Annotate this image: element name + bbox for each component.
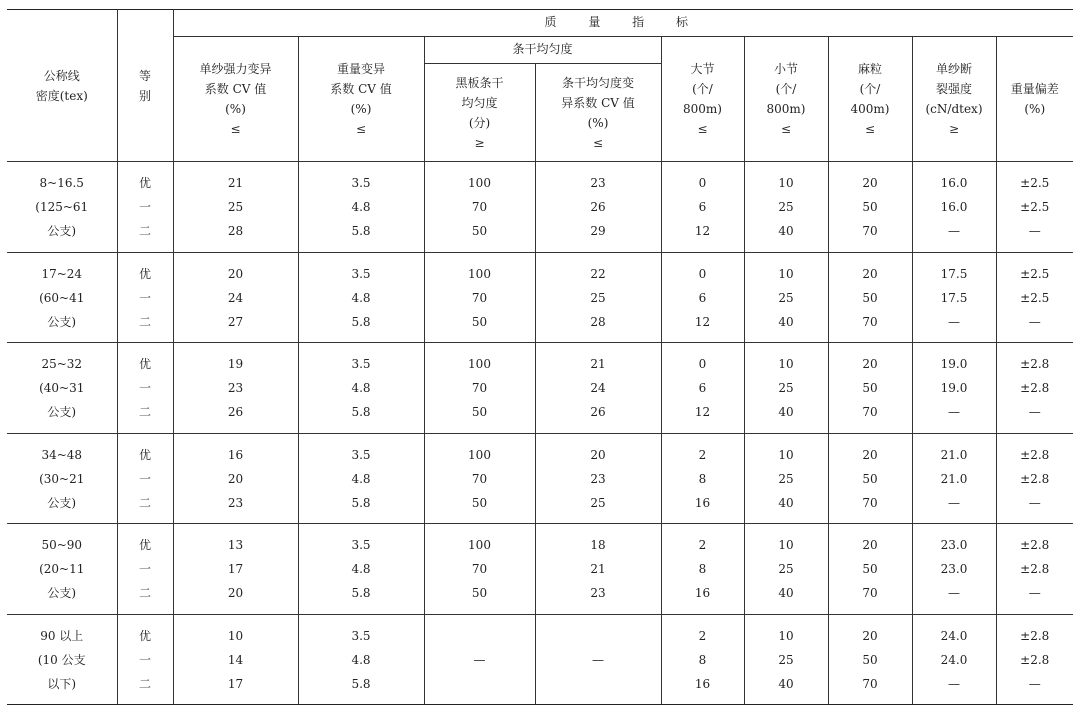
cell-line: 23.0 [940,562,968,576]
cell-line: 21 [590,562,606,576]
weight-deviation-cell [996,253,1073,343]
cell-line: 5.8 [351,405,371,419]
cell-line: 2 [698,447,707,462]
cell-line: 18 [590,538,606,552]
cell-line: 一 [138,652,151,667]
cell-line: 优 [138,538,151,552]
cell-dash: — [473,652,486,667]
cell-line: 20 [590,447,606,462]
nep-cell [828,615,912,705]
cell-line: 10 [778,176,794,190]
cell-line: 10 [227,628,244,643]
cell-line: 100 [468,176,491,190]
cell-line: 0 [698,266,707,281]
cell-line: 23 [590,176,606,190]
cell-line: 25 [590,290,606,305]
cell-dash: — [592,652,604,667]
cell-line: 12 [694,405,711,419]
cell-line: 50 [862,471,878,486]
cell-line: 25 [778,200,794,214]
cell-line: 25 [778,290,794,305]
blackboard-cell [424,434,535,524]
cell-line: — [1028,586,1041,600]
cell-line: 50~90 [41,538,83,552]
cell-line: — [948,224,960,238]
cell-line: 20 [862,176,878,190]
cell-line: 一 [138,562,151,576]
density-cell [7,524,117,615]
cell-line: 21.0 [940,471,968,486]
cell-line: 50 [862,652,878,667]
cell-line: 70 [471,562,488,576]
small-slub-cell [744,434,828,524]
quality-spec-table [7,9,1073,705]
cell-line: 40 [778,224,794,238]
small-slub-cell [744,253,828,343]
cell-line: 6 [698,381,707,395]
evenness-cv-cell [535,615,661,705]
cell-line: 26 [590,200,606,214]
cell-line: 14 [227,652,244,667]
cell-line: 17~24 [41,266,83,281]
cell-line: 21.0 [940,447,968,462]
cell-line: 21 [227,176,244,190]
cell-line: 16 [227,447,244,462]
weight-cv-cell [298,524,424,615]
cell-line: 70 [862,405,878,419]
cell-line: 23 [590,586,606,600]
cell-line: 50 [862,290,878,305]
cell-line: 20 [862,447,878,462]
cell-line: 25 [778,471,794,486]
cell-line: 10 [778,357,794,371]
cell-line: 优 [138,628,151,643]
header-evenness-cv: 条干均匀度变 异系数 CV 值 (%) ≤ [535,64,661,162]
cell-line: 10 [778,628,794,643]
cell-line: 50 [862,200,878,214]
cell-line: 23 [590,471,606,486]
cell-line: 25 [778,381,794,395]
cell-line: 24.0 [940,652,968,667]
cell-line: 3.5 [351,357,371,371]
slub-cell [661,434,744,524]
cell-line: 23.0 [940,538,968,552]
table-row [7,434,1073,524]
cell-line: 公支) [47,224,77,238]
cell-line: (60~41 [39,290,85,305]
cell-line: 70 [471,200,488,214]
cell-line: 13 [227,538,244,552]
cell-line: 优 [138,176,151,190]
cell-line: 25 [590,495,606,510]
header-density: 公称线 密度(tex) [7,10,117,162]
cell-line: 19.0 [940,357,968,371]
density-cell [7,434,117,524]
cell-line: 25 [778,652,794,667]
cell-line: 5.8 [351,586,371,600]
table-row [7,253,1073,343]
blackboard-cell [424,253,535,343]
cell-line: 一 [138,471,151,486]
strength-cv-cell [173,253,298,343]
cell-line: 优 [138,357,151,371]
blackboard-cell [424,343,535,434]
strength-cv-cell [173,524,298,615]
cell-line: 20 [227,266,244,281]
cell-line: 26 [227,405,244,419]
nep-cell [828,524,912,615]
cell-line: 25 [227,200,244,214]
header-slub: 大节 (个/ 800m) ≤ [661,37,744,162]
cell-line: 16 [694,495,711,510]
cell-line: 2 [698,538,707,552]
cell-line: 公支) [47,314,77,329]
cell-line: 0 [698,176,707,190]
grade-cell [117,343,173,434]
cell-line: 0 [698,357,707,371]
cell-line: 二 [138,405,151,419]
cell-line: 17.5 [940,266,968,281]
cell-line: 24 [590,381,606,395]
cell-line: 12 [694,314,711,329]
evenness-cv-cell [535,253,661,343]
cell-line: 50 [471,586,488,600]
header-tenacity: 单纱断 裂强度 (cN/dtex) ≥ [912,37,996,162]
cell-line: 8 [698,652,707,667]
cell-line: 70 [862,314,878,329]
weight-cv-cell [298,615,424,705]
cell-line: — [948,314,960,329]
tenacity-cell [912,162,996,253]
cell-line: 17 [227,562,244,576]
cell-line: — [1028,405,1041,419]
slub-cell [661,162,744,253]
strength-cv-cell [173,343,298,434]
cell-line: 22 [590,266,606,281]
cell-line: 一 [138,381,151,395]
header-small-slub: 小节 (个/ 800m) ≤ [744,37,828,162]
cell-line: 26 [590,405,606,419]
slub-cell [661,615,744,705]
cell-line: 25 [778,562,794,576]
cell-line: ±2.5 [1020,266,1050,281]
cell-line: 16.0 [940,200,968,214]
cell-line: 3.5 [351,447,371,462]
cell-line: 20 [862,266,878,281]
cell-line: 20 [862,628,878,643]
cell-line: ±2.5 [1020,176,1050,190]
cell-line: 10 [778,447,794,462]
cell-line: 8 [698,471,707,486]
weight-deviation-cell [996,524,1073,615]
cell-line: 16.0 [940,176,968,190]
cell-line: ±2.8 [1020,628,1050,643]
cell-line: (40~31 [39,381,85,395]
cell-line: 3.5 [351,538,371,552]
cell-line: 二 [138,224,151,238]
cell-line: 40 [778,495,794,510]
cell-line: 70 [471,381,488,395]
evenness-cv-cell [535,343,661,434]
cell-line: 优 [138,447,151,462]
cell-line: (30~21 [39,471,85,486]
cell-line: 70 [862,224,878,238]
table-row [7,162,1073,253]
cell-line: — [948,495,960,510]
cell-line: 20 [227,471,244,486]
header-quality-title: 质 量 指 标 [173,10,1073,37]
cell-line: — [1028,495,1041,510]
cell-line: 16 [694,586,711,600]
cell-line: 50 [471,224,488,238]
density-cell [7,253,117,343]
cell-line: 28 [227,224,244,238]
grade-cell [117,434,173,524]
header-nep: 麻粒 (个/ 400m) ≤ [828,37,912,162]
cell-line: 50 [862,562,878,576]
cell-line: 70 [862,676,878,691]
cell-line: 70 [471,290,488,305]
cell-line: 二 [138,495,151,510]
cell-line: 40 [778,586,794,600]
cell-line: 23 [227,381,244,395]
cell-line: 二 [138,676,151,691]
density-cell [7,615,117,705]
cell-line: 优 [138,266,151,281]
cell-line: 8~16.5 [39,176,84,190]
cell-line: 100 [468,447,491,462]
strength-cv-cell [173,434,298,524]
cell-line: 6 [698,200,707,214]
strength-cv-cell [173,615,298,705]
cell-line: — [1028,224,1041,238]
cell-line: ±2.8 [1020,562,1050,576]
cell-line: 12 [694,224,711,238]
cell-line: 4.8 [351,562,371,576]
cell-line: (20~11 [39,562,85,576]
tenacity-cell [912,343,996,434]
slub-cell [661,253,744,343]
nep-cell [828,434,912,524]
table-row [7,524,1073,615]
small-slub-cell [744,524,828,615]
table-body [7,162,1073,705]
cell-line: 5.8 [351,224,371,238]
cell-line: 4.8 [351,200,371,214]
cell-line: 50 [471,405,488,419]
cell-line: — [948,586,960,600]
blackboard-cell [424,524,535,615]
nep-cell [828,253,912,343]
weight-cv-cell [298,162,424,253]
cell-line: 100 [468,538,491,552]
nep-cell [828,162,912,253]
weight-deviation-cell [996,162,1073,253]
cell-line: 19.0 [940,381,968,395]
cell-line: 27 [227,314,244,329]
weight-deviation-cell [996,434,1073,524]
cell-line: 5.8 [351,676,371,691]
cell-line: 2 [698,628,707,643]
header-blackboard-evenness: 黑板条干 均匀度 (分) ≥ [424,64,535,162]
cell-line: 10 [778,266,794,281]
cell-line: 19 [227,357,244,371]
header-weight-deviation: 重量偏差 (%) [996,37,1073,162]
cell-line: 4.8 [351,381,371,395]
density-cell [7,162,117,253]
cell-line: 50 [471,314,488,329]
cell-line: 70 [862,495,878,510]
cell-line: 8 [698,562,707,576]
cell-line: 公支) [47,495,77,510]
cell-line: 5.8 [351,314,371,329]
cell-line: 28 [590,314,606,329]
density-cell [7,343,117,434]
cell-line: 70 [471,471,488,486]
grade-cell [117,524,173,615]
cell-line: 29 [590,224,606,238]
cell-line: ±2.8 [1020,357,1050,371]
grade-cell [117,162,173,253]
cell-line: 公支) [47,586,77,600]
cell-line: 40 [778,676,794,691]
cell-line: 100 [468,266,491,281]
tenacity-cell [912,253,996,343]
small-slub-cell [744,162,828,253]
cell-line: 34~48 [41,447,83,462]
weight-deviation-cell [996,343,1073,434]
cell-line: 20 [862,357,878,371]
table-row [7,343,1073,434]
cell-line: — [1028,676,1041,691]
tenacity-cell [912,434,996,524]
weight-cv-cell [298,343,424,434]
cell-line: — [948,405,960,419]
cell-line: 一 [138,200,151,214]
cell-line: ±2.8 [1020,471,1050,486]
header-strength-cv: 单纱强力变异 系数 CV 值 (%) ≤ [173,37,298,162]
grade-cell [117,615,173,705]
cell-line: 16 [694,676,711,691]
cell-line: 3.5 [351,266,371,281]
small-slub-cell [744,343,828,434]
cell-line: 4.8 [351,290,371,305]
cell-line: 17.5 [940,290,968,305]
cell-line: 50 [862,381,878,395]
cell-line: 一 [138,290,151,305]
cell-line: (10 公支 [37,652,86,667]
cell-line: 5.8 [351,495,371,510]
cell-line: — [948,676,960,691]
cell-line: 90 以上 [40,628,84,643]
cell-line: 3.5 [351,176,371,190]
cell-line: 24.0 [940,628,968,643]
cell-line: 17 [227,676,244,691]
cell-line: ±2.5 [1020,290,1050,305]
header-grade: 等 别 [117,10,173,162]
nep-cell [828,343,912,434]
cell-line: 20 [862,538,878,552]
cell-line: 公支) [47,405,77,419]
slub-cell [661,524,744,615]
evenness-cv-cell [535,162,661,253]
cell-line: ±2.8 [1020,381,1050,395]
cell-line: 以下) [47,676,77,691]
evenness-cv-cell [535,434,661,524]
header-weight-cv: 重量变异 系数 CV 值 (%) ≤ [298,37,424,162]
cell-line: 100 [468,357,491,371]
weight-deviation-cell [996,615,1073,705]
slub-cell [661,343,744,434]
cell-line: 3.5 [351,628,371,643]
tenacity-cell [912,524,996,615]
cell-line: 40 [778,314,794,329]
tenacity-cell [912,615,996,705]
cell-line: (125~61 [35,200,89,214]
grade-cell [117,253,173,343]
cell-line: ±2.8 [1020,447,1050,462]
weight-cv-cell [298,253,424,343]
cell-line: ±2.8 [1020,538,1050,552]
cell-line: 23 [227,495,244,510]
cell-line: 二 [138,314,151,329]
cell-line: 20 [227,586,244,600]
cell-line: 50 [471,495,488,510]
cell-line: ±2.8 [1020,652,1050,667]
blackboard-cell [424,162,535,253]
cell-line: 25~32 [41,357,83,371]
cell-line: 4.8 [351,471,371,486]
cell-line: 40 [778,405,794,419]
small-slub-cell [744,615,828,705]
cell-line: 21 [590,357,606,371]
cell-line: 10 [778,538,794,552]
cell-line: 6 [698,290,707,305]
cell-line: 二 [138,586,151,600]
cell-line: 70 [862,586,878,600]
blackboard-cell [424,615,535,705]
cell-line: 24 [227,290,244,305]
cell-line: 4.8 [351,652,371,667]
weight-cv-cell [298,434,424,524]
header-evenness-group: 条干均匀度 [424,37,661,64]
evenness-cv-cell [535,524,661,615]
cell-line: ±2.5 [1020,200,1050,214]
strength-cv-cell [173,162,298,253]
cell-line: — [1028,314,1041,329]
table-row [7,615,1073,705]
